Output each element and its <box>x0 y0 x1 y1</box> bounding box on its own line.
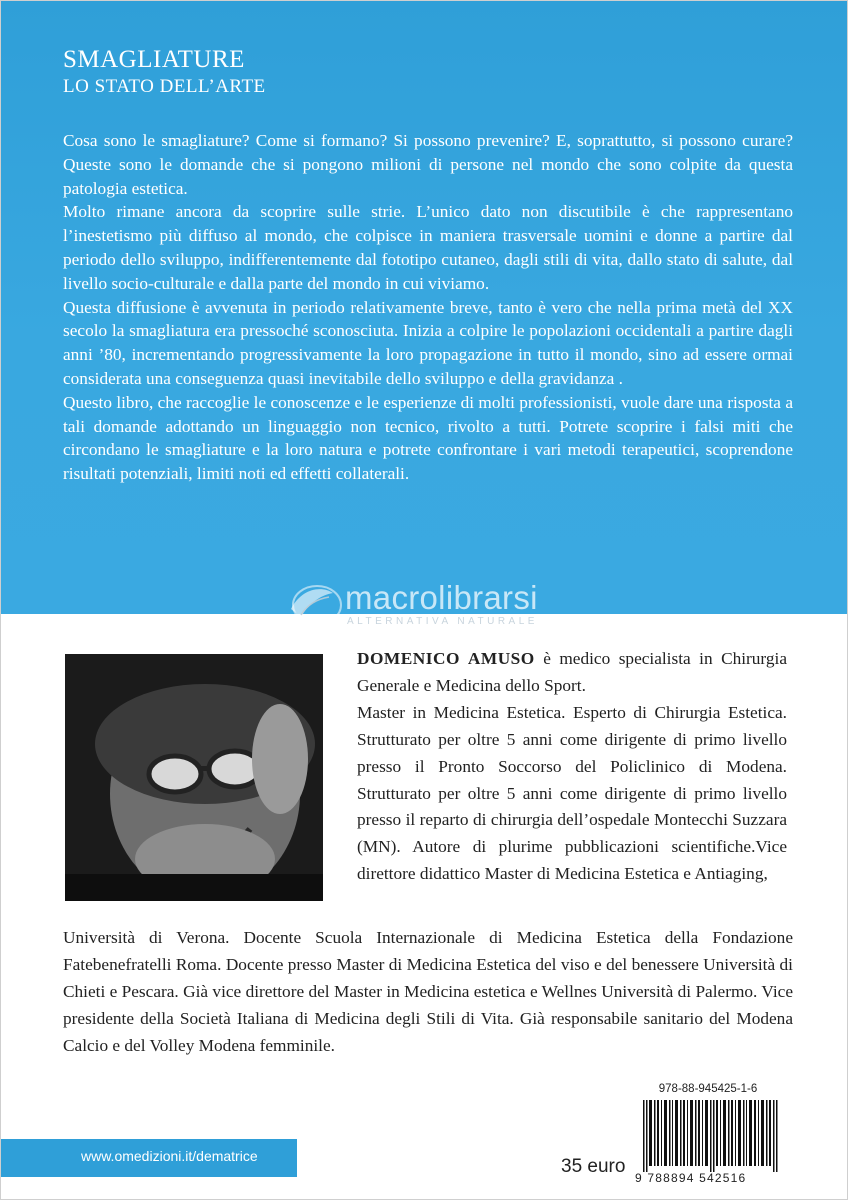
isbn-barcode <box>635 1083 781 1186</box>
leaf-logo-icon <box>281 579 343 627</box>
watermark-brand: macrolibrarsi <box>345 579 538 616</box>
author-bio-intro <box>357 646 787 700</box>
blurb-paragraph: Molto rimane ancora da scoprire sulle strie. L’unico dato non discutibile è che rappresentano l’inestetismo più diffuso al mondo, che colpisce in maniera trasversale uomini e donne a partire dal periodo dello sviluppo, indifferentemente dal fototipo cutaneo, dagli stili di vita, dallo stato di salute, dal livello socio-culturale e dalla parte del mondo in cui viviamo. <box>63 202 793 293</box>
author-name: DOMENICO AMUSO <box>357 649 535 668</box>
blurb-paragraph: Cosa sono le smagliature? Come si formano? Si possono prevenire? E, soprattutto, si possono curare? Queste sono le domande che si pongono milioni di persone nel mondo che sono colpite da questa patologia estetica. <box>63 131 793 198</box>
author-bio-continued: Università di Verona. Docente Scuola Internazionale di Medicina Estetica della Fondazione Fatebenefratelli Roma. Docente presso Master di Medicina Estetica del viso e del benessere Università di Chieti e Pescara. Già vice direttore del Master in Medicina estetica e Wellnes Università di Palermo. Vice presidente della Società Italiana di Medicina degli Stili di Vita. Già responsabile sanitario del Modena Calcio e del Volley Modena femminile. <box>63 928 793 1055</box>
author-photo <box>65 654 323 901</box>
author-bio-intro-text: è medico specialista in Chirurgia Generale e Medicina dello Sport. <box>357 649 787 695</box>
author-bio-paragraph: Master in Medicina Estetica. Esperto di Chirurgia Estetica. Strutturato per oltre 5 anni come dirigente di primo livello presso il Pronto Soccorso del Policlinico di Modena. Strutturato per oltre 5 anni come dirigente di primo livello presso il reparto di chirurgia dell’ospedale Montecchi Suzzara (MN). Autore di plurime pubblicazioni scientifiche.Vice direttore didattico Master di Medicina Estetica e Antiaging, <box>357 702 787 884</box>
book-subtitle: LO STATO DELL’ARTE <box>63 76 266 97</box>
book-blurb <box>63 129 793 486</box>
isbn-number: 978-88-945425-1-6 <box>658 1083 758 1095</box>
book-title: SMAGLIATURE <box>63 46 245 73</box>
barcode-image <box>643 1100 781 1172</box>
publisher-url: www.omedizioni.it/dematrice <box>81 1148 258 1164</box>
blue-summary-panel <box>1 1 848 614</box>
blurb-paragraph: Questa diffusione è avvenuta in periodo relativamente breve, tanto è vero che nella prima metà del XX secolo la smagliatura era pressoché sconosciuta. Inizia a colpire le popolazioni occidentali a partire dagli anni ’80, incrementando progressivamente la loro propagazione in tutto il mondo, sino ad essere ormai considerata una conseguenza quasi inevitabile dello sviluppo e della gravidanza . <box>63 297 793 388</box>
watermark-tagline: ALTERNATIVA NATURALE <box>347 616 538 627</box>
barcode-digits: 9 788894 542516 <box>635 1171 747 1185</box>
author-portrait-image <box>65 654 323 901</box>
macrolibrarsi-watermark <box>281 579 581 629</box>
author-bio-top <box>357 646 787 888</box>
blurb-paragraph: Questo libro, che raccoglie le conoscenze e le esperienze di molti professionisti, vuole dare una risposta a tali domande adottando un linguaggio non tecnico, rivolto a tutti. Potrete scoprire i falsi miti che circondano le smagliature e la loro natura e potrete confrontare i vari metodi terapeutici, scoprendone risultati potenziali, limiti noti ed effetti collaterali. <box>63 392 793 484</box>
publisher-url-bar <box>1 1139 297 1177</box>
price-label: 35 euro <box>561 1156 626 1177</box>
